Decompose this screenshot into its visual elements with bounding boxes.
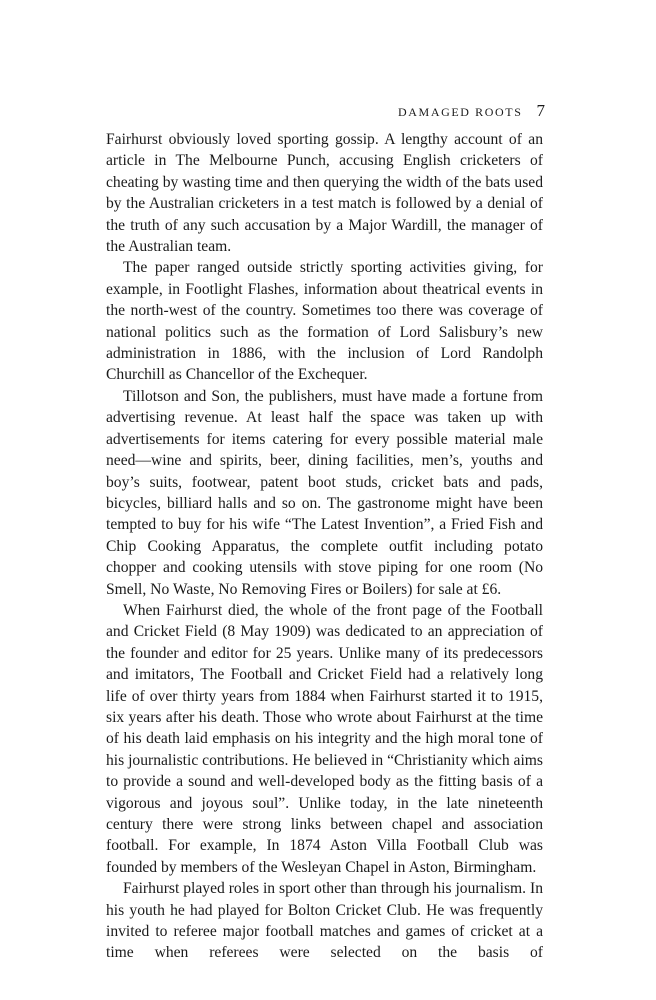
paragraph: Fairhurst played roles in sport other than through his journalism. In his youth he had played for Bolton Cricket Club. He was frequently invited to referee major football matches and games of cricket at a time when referees were selected on the basis of xyxy=(106,880,543,962)
paragraph: When Fairhurst died, the whole of the front page of the Football and Cricket Field (8 May 1909) was dedicated to an appreciation of the founder and editor for 25 years. Unlike many of its predecessors and imitators, The Football and Cricket Field had a relatively long life of over thirty years from 1884 when Fairhurst started it to 1915, six years after his death. Those who wrote about Fairhurst at the time of his death laid emphasis on his integrity and the high moral tone of his journalistic contributions. He believed in “Christianity which aims to provide a sound and well-developed body as the fitting basis of a vigorous and joyous soul”. Unlike today, in the late nineteenth century there were strong links between chapel and association football. For example, In 1874 Aston Villa Football Club was founded by members of the Wesleyan Chapel in Aston, Birmingham. xyxy=(106,601,543,876)
paragraph: The paper ranged outside strictly sporting activities giving, for example, in Footlight Flashes, information about theatrical events in the north-west of the country. Sometimes too there was coverage of national politics such as the formation of Lord Salisbury’s new administration in 1886, with the inclusion of Lord Randolph Churchill as Chancellor of the Exchequer. xyxy=(106,259,543,384)
running-title: DAMAGED ROOTS xyxy=(398,105,523,119)
running-head xyxy=(398,101,545,121)
paragraph: Fairhurst obviously loved sporting gossip. A lengthy account of an article in The Melbourne Punch, accusing English cricketers of cheating by wasting time and then querying the width of the bats used by the Australian cricketers in a test match is followed by a denial of the truth of any such accusation by a Major Wardill, the manager of the Australian team. xyxy=(106,131,543,256)
page-number: 7 xyxy=(536,101,545,120)
paragraph: Tillotson and Son, the publishers, must have made a fortune from advertising revenue. At least half the space was taken up with advertisements for items catering for every possible material male need—wine and spirits, beer, dining facilities, men’s, youths and boy’s suits, footwear, patent boot studs, cricket bats and pads, bicycles, billiard halls and so on. The gastronome might have been tempted to buy for his wife “The Latest Invention”, a Fried Fish and Chip Cooking Apparatus, the complete outfit including potato chopper and cooking utensils with stove piping for one room (No Smell, No Waste, No Removing Fires or Boilers) for sale at £6. xyxy=(106,387,543,598)
body-text xyxy=(106,129,543,964)
